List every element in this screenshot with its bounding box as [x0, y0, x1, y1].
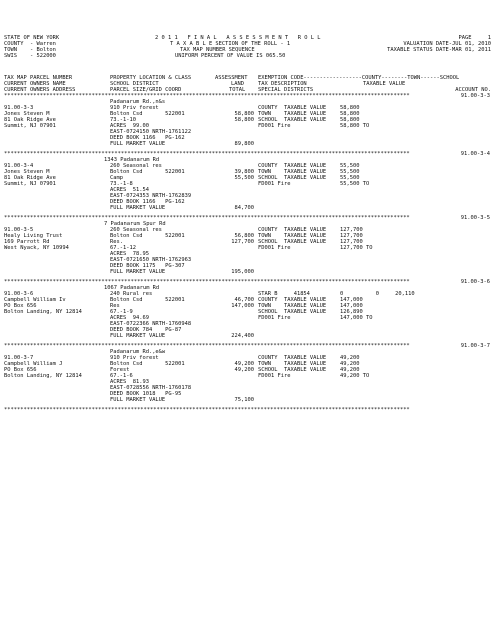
parcel-field-c1: 91.00-3-6: [4, 291, 34, 297]
page-end-separator: *****************************************************************************************************************************: [4, 407, 410, 413]
parcel-field-c2: 73.-1-10: [110, 117, 136, 123]
parcel-field-c2: Res: [110, 303, 120, 309]
col-head-owner: CURRENT OWNERS NAME: [4, 81, 66, 87]
parcel-banner-id: 91.00-3-6: [460, 279, 490, 285]
parcel-field-c4: COUNTY TAXABLE VALUE: [258, 297, 327, 303]
parcel-field-c2: Bolton Csd 522001: [110, 297, 185, 303]
parcel-field-c4: TOWN TAXABLE VALUE: [258, 361, 327, 367]
parcel-field-c1: 91.00-3-4: [4, 163, 34, 169]
parcel-field-c2: ACRES 99.00: [110, 123, 149, 129]
parcel-field-c4: SCHOOL TAXABLE VALUE: [258, 309, 327, 315]
parcel-field-c3: 84,700: [234, 205, 254, 211]
parcel-field-c2: 240 Rural res: [110, 291, 153, 297]
parcel-field-c4: COUNTY TAXABLE VALUE: [258, 227, 327, 233]
parcel-field-c5: 55,500: [340, 175, 360, 181]
parcel-location: 1067 Padanarum Rd: [104, 285, 160, 291]
valuation-date: VALUATION DATE-JUL 01, 2010: [403, 41, 491, 47]
parcel-field-c5: 147,000 TO: [340, 315, 373, 321]
col-head-parcel-size: PARCEL SIZE/GRID COORD: [110, 87, 182, 93]
parcel-field-c2: DEED BOOK 1175 PG-307: [110, 263, 185, 269]
parcel-field-c5: 147,000: [340, 297, 363, 303]
parcel-separator: *****************************************************************************************************************************: [4, 215, 410, 221]
parcel-field-c5: 49,200: [340, 367, 360, 373]
parcel-field-c2: Res.: [110, 239, 123, 245]
roll-section: T A X A B L E SECTION OF THE ROLL - 1: [170, 41, 291, 47]
parcel-field-c3: 56,800: [234, 233, 254, 239]
col-head-address: CURRENT OWNERS ADDRESS: [4, 87, 76, 93]
header-town: TOWN - Bolton: [4, 47, 56, 53]
parcel-field-c4: COUNTY TAXABLE VALUE: [258, 355, 327, 361]
parcel-field-c2: 73.-1-8: [110, 181, 133, 187]
parcel-separator: *****************************************************************************************************************************: [4, 343, 410, 349]
parcel-field-c5: 58,800 TO: [340, 123, 370, 129]
parcel-field-c1: Bolton Landing, NY 12814: [4, 373, 82, 379]
parcel-field-c4: SCHOOL TAXABLE VALUE: [258, 239, 327, 245]
parcel-field-c5: 55,500: [340, 169, 360, 175]
sequence-label: TAX MAP NUMBER SEQUENCE: [180, 47, 255, 53]
parcel-field-c5: 127,700 TO: [340, 245, 373, 251]
parcel-field-c4: TOWN TAXABLE VALUE: [258, 169, 327, 175]
parcel-field-c2: ACRES 81.93: [110, 379, 149, 385]
parcel-field-c5: 58,800: [340, 117, 360, 123]
col-head-account: ACCOUNT NO.: [455, 87, 491, 93]
parcel-field-c1: Campbell William Iv: [4, 297, 66, 303]
parcel-field-c4: COUNTY TAXABLE VALUE: [258, 163, 327, 169]
parcel-field-c3: 58,800: [234, 111, 254, 117]
header-county: COUNTY - Warren: [4, 41, 56, 47]
parcel-field-c2: EAST-0721650 NRTH-1762963: [110, 257, 192, 263]
parcel-separator: *****************************************************************************************************************************: [4, 151, 410, 157]
parcel-field-c2: Bolton Csd 522001: [110, 111, 185, 117]
col-head-total: TOTAL: [229, 87, 246, 93]
parcel-field-c4: FD001 Fire: [258, 245, 291, 251]
parcel-field-c2: DEED BOOK 1166 PG-162: [110, 135, 185, 141]
parcel-field-c4: FD001 Fire: [258, 181, 291, 187]
parcel-field-c5: 127,700: [340, 233, 363, 239]
col-head-location: PROPERTY LOCATION & CLASS: [110, 75, 192, 81]
parcel-field-c2: DEED BOOK 1166 PG-162: [110, 199, 185, 205]
parcel-field-c2: 910 Priv forest: [110, 105, 159, 111]
parcel-field-c1: West Nyack, NY 10994: [4, 245, 69, 251]
parcel-field-c4: TOWN TAXABLE VALUE: [258, 303, 327, 309]
parcel-field-c2: Forest: [110, 367, 130, 373]
parcel-field-c3: 39,800: [234, 169, 254, 175]
parcel-field-c2: EAST-0724353 NRTH-1762839: [110, 193, 192, 199]
col-head-assessment: ASSESSMENT: [215, 75, 248, 81]
parcel-field-c2: Bolton Csd 522001: [110, 361, 185, 367]
report-title: 2 0 1 1 F I N A L A S S E S S M E N T R O L L: [155, 35, 321, 41]
parcel-field-c5: 58,800: [340, 105, 360, 111]
taxable-status-date: TAXABLE STATUS DATE-MAR 01, 2011: [387, 47, 491, 53]
parcel-field-c5: 49,200: [340, 361, 360, 367]
header-state: STATE OF NEW YORK: [4, 35, 60, 41]
page-number: PAGE 1: [458, 35, 491, 41]
parcel-field-c2: ACRES 94.69: [110, 315, 149, 321]
col-head-parcel: TAX MAP PARCEL NUMBER: [4, 75, 73, 81]
parcel-field-c4: SCHOOL TAXABLE VALUE: [258, 175, 327, 181]
parcel-field-c1: 91.00-3-3: [4, 105, 34, 111]
parcel-location: Padanarum Rd.,e&w: [110, 349, 166, 355]
parcel-field-c4: STAR B 41854: [258, 291, 310, 297]
parcel-field-c1: PO Box 656: [4, 367, 37, 373]
parcel-field-c3: 46,700: [234, 297, 254, 303]
parcel-field-c3: 58,800: [234, 117, 254, 123]
parcel-field-c4: SCHOOL TAXABLE VALUE: [258, 367, 327, 373]
parcel-field-c2: FULL MARKET VALUE: [110, 205, 166, 211]
parcel-field-c1: 91.00-3-7: [4, 355, 34, 361]
parcel-field-c2: ACRES 78.95: [110, 251, 149, 257]
parcel-field-c1: Jones Steven M: [4, 169, 50, 175]
parcel-location: 7 Padanarum Spur Rd: [104, 221, 166, 227]
parcel-field-c2: FULL MARKET VALUE: [110, 333, 166, 339]
parcel-field-c2: 260 Seasonal res: [110, 227, 162, 233]
parcel-field-c2: 910 Priv forest: [110, 355, 159, 361]
parcel-field-c5: 58,800: [340, 111, 360, 117]
parcel-banner-id: 91.00-3-5: [460, 215, 490, 221]
parcel-field-c2: 67.-1-9: [110, 309, 133, 315]
parcel-field-c2: ACRES 51.54: [110, 187, 149, 193]
parcel-field-c2: Bolton Csd 522001: [110, 169, 185, 175]
parcel-banner-id: 91.00-3-4: [460, 151, 490, 157]
parcel-field-c5: 0 0 20,110: [340, 291, 415, 297]
col-head-special: SPECIAL DISTRICTS: [258, 87, 314, 93]
parcel-field-c5: 126,890: [340, 309, 363, 315]
parcel-location: Padanarum Rd.,n&s: [110, 99, 166, 105]
parcel-field-c1: Summit, NJ 07901: [4, 181, 56, 187]
parcel-field-c2: Camp: [110, 175, 123, 181]
parcel-field-c4: TOWN TAXABLE VALUE: [258, 233, 327, 239]
parcel-location: 1343 Padanarum Rd: [104, 157, 160, 163]
parcel-field-c5: 147,000: [340, 303, 363, 309]
parcel-field-c5: 55,500: [340, 163, 360, 169]
parcel-field-c4: TOWN TAXABLE VALUE: [258, 111, 327, 117]
parcel-field-c2: EAST-0722366 NRTH-1760948: [110, 321, 192, 327]
parcel-field-c3: 195,000: [231, 269, 254, 275]
parcel-field-c1: Bolton Landing, NY 12814: [4, 309, 82, 315]
parcel-field-c4: FD001 Fire: [258, 315, 291, 321]
parcel-field-c3: 55,500: [234, 175, 254, 181]
parcel-field-c2: 67.-1-12: [110, 245, 136, 251]
parcel-field-c4: FD001 Fire: [258, 373, 291, 379]
parcel-banner-id: 91.00-3-3: [460, 93, 490, 99]
parcel-field-c5: 127,700: [340, 239, 363, 245]
parcel-field-c5: 127,700: [340, 227, 363, 233]
parcel-field-c1: Healy Living Trust: [4, 233, 63, 239]
parcel-field-c1: PO Box 656: [4, 303, 37, 309]
parcel-separator: *****************************************************************************************************************************: [4, 279, 410, 285]
parcel-field-c2: FULL MARKET VALUE: [110, 397, 166, 403]
parcel-field-c3: 147,000: [231, 303, 254, 309]
parcel-field-c5: 49,200 TO: [340, 373, 370, 379]
parcel-field-c2: EAST-0724150 NRTH-1761122: [110, 129, 192, 135]
parcel-separator: *****************************************************************************************************************************: [4, 93, 410, 99]
parcel-field-c3: 89,800: [234, 141, 254, 147]
parcel-field-c1: 81 Oak Ridge Ave: [4, 175, 56, 181]
parcel-field-c1: Jones Steven M: [4, 111, 50, 117]
parcel-field-c3: 49,200: [234, 367, 254, 373]
parcel-field-c1: 91.00-3-5: [4, 227, 34, 233]
parcel-field-c1: Summit, NJ 07901: [4, 123, 56, 129]
parcel-field-c3: 49,200: [234, 361, 254, 367]
col-head-land: LAND: [231, 81, 244, 87]
col-head-exemption: EXEMPTION CODE------------------COUNTY--------TOWN------SCHOOL: [258, 75, 460, 81]
parcel-field-c2: DEED BOOK 1018 PG-95: [110, 391, 182, 397]
parcel-field-c3: 224,400: [231, 333, 254, 339]
parcel-field-c3: 127,700: [231, 239, 254, 245]
parcel-banner-id: 91.00-3-7: [460, 343, 490, 349]
parcel-field-c4: SCHOOL TAXABLE VALUE: [258, 117, 327, 123]
parcel-field-c2: 67.-1-6: [110, 373, 133, 379]
parcel-field-c2: FULL MARKET VALUE: [110, 141, 166, 147]
parcel-field-c1: Campbell William J: [4, 361, 63, 367]
parcel-field-c2: 260 Seasonal res: [110, 163, 162, 169]
uniform-percent: UNIFORM PERCENT OF VALUE IS 065.50: [175, 53, 286, 59]
parcel-field-c4: COUNTY TAXABLE VALUE: [258, 105, 327, 111]
header-swis: SWIS - 522000: [4, 53, 56, 59]
parcel-field-c2: Bolton Csd 522001: [110, 233, 185, 239]
parcel-field-c1: 81 Oak Ridge Ave: [4, 117, 56, 123]
parcel-field-c2: DEED BOOK 784 PG-87: [110, 327, 182, 333]
col-head-school: SCHOOL DISTRICT: [110, 81, 159, 87]
parcel-field-c2: FULL MARKET VALUE: [110, 269, 166, 275]
col-head-tax-desc: TAX DESCRIPTION: [258, 81, 307, 87]
parcel-field-c3: 75,100: [234, 397, 254, 403]
parcel-field-c5: 55,500 TO: [340, 181, 370, 187]
parcel-field-c1: 169 Parrott Rd: [4, 239, 50, 245]
parcel-field-c4: FD001 Fire: [258, 123, 291, 129]
parcel-field-c5: 49,200: [340, 355, 360, 361]
col-head-taxable-value: TAXABLE VALUE: [363, 81, 406, 87]
parcel-field-c2: EAST-0728556 NRTH-1760178: [110, 385, 192, 391]
